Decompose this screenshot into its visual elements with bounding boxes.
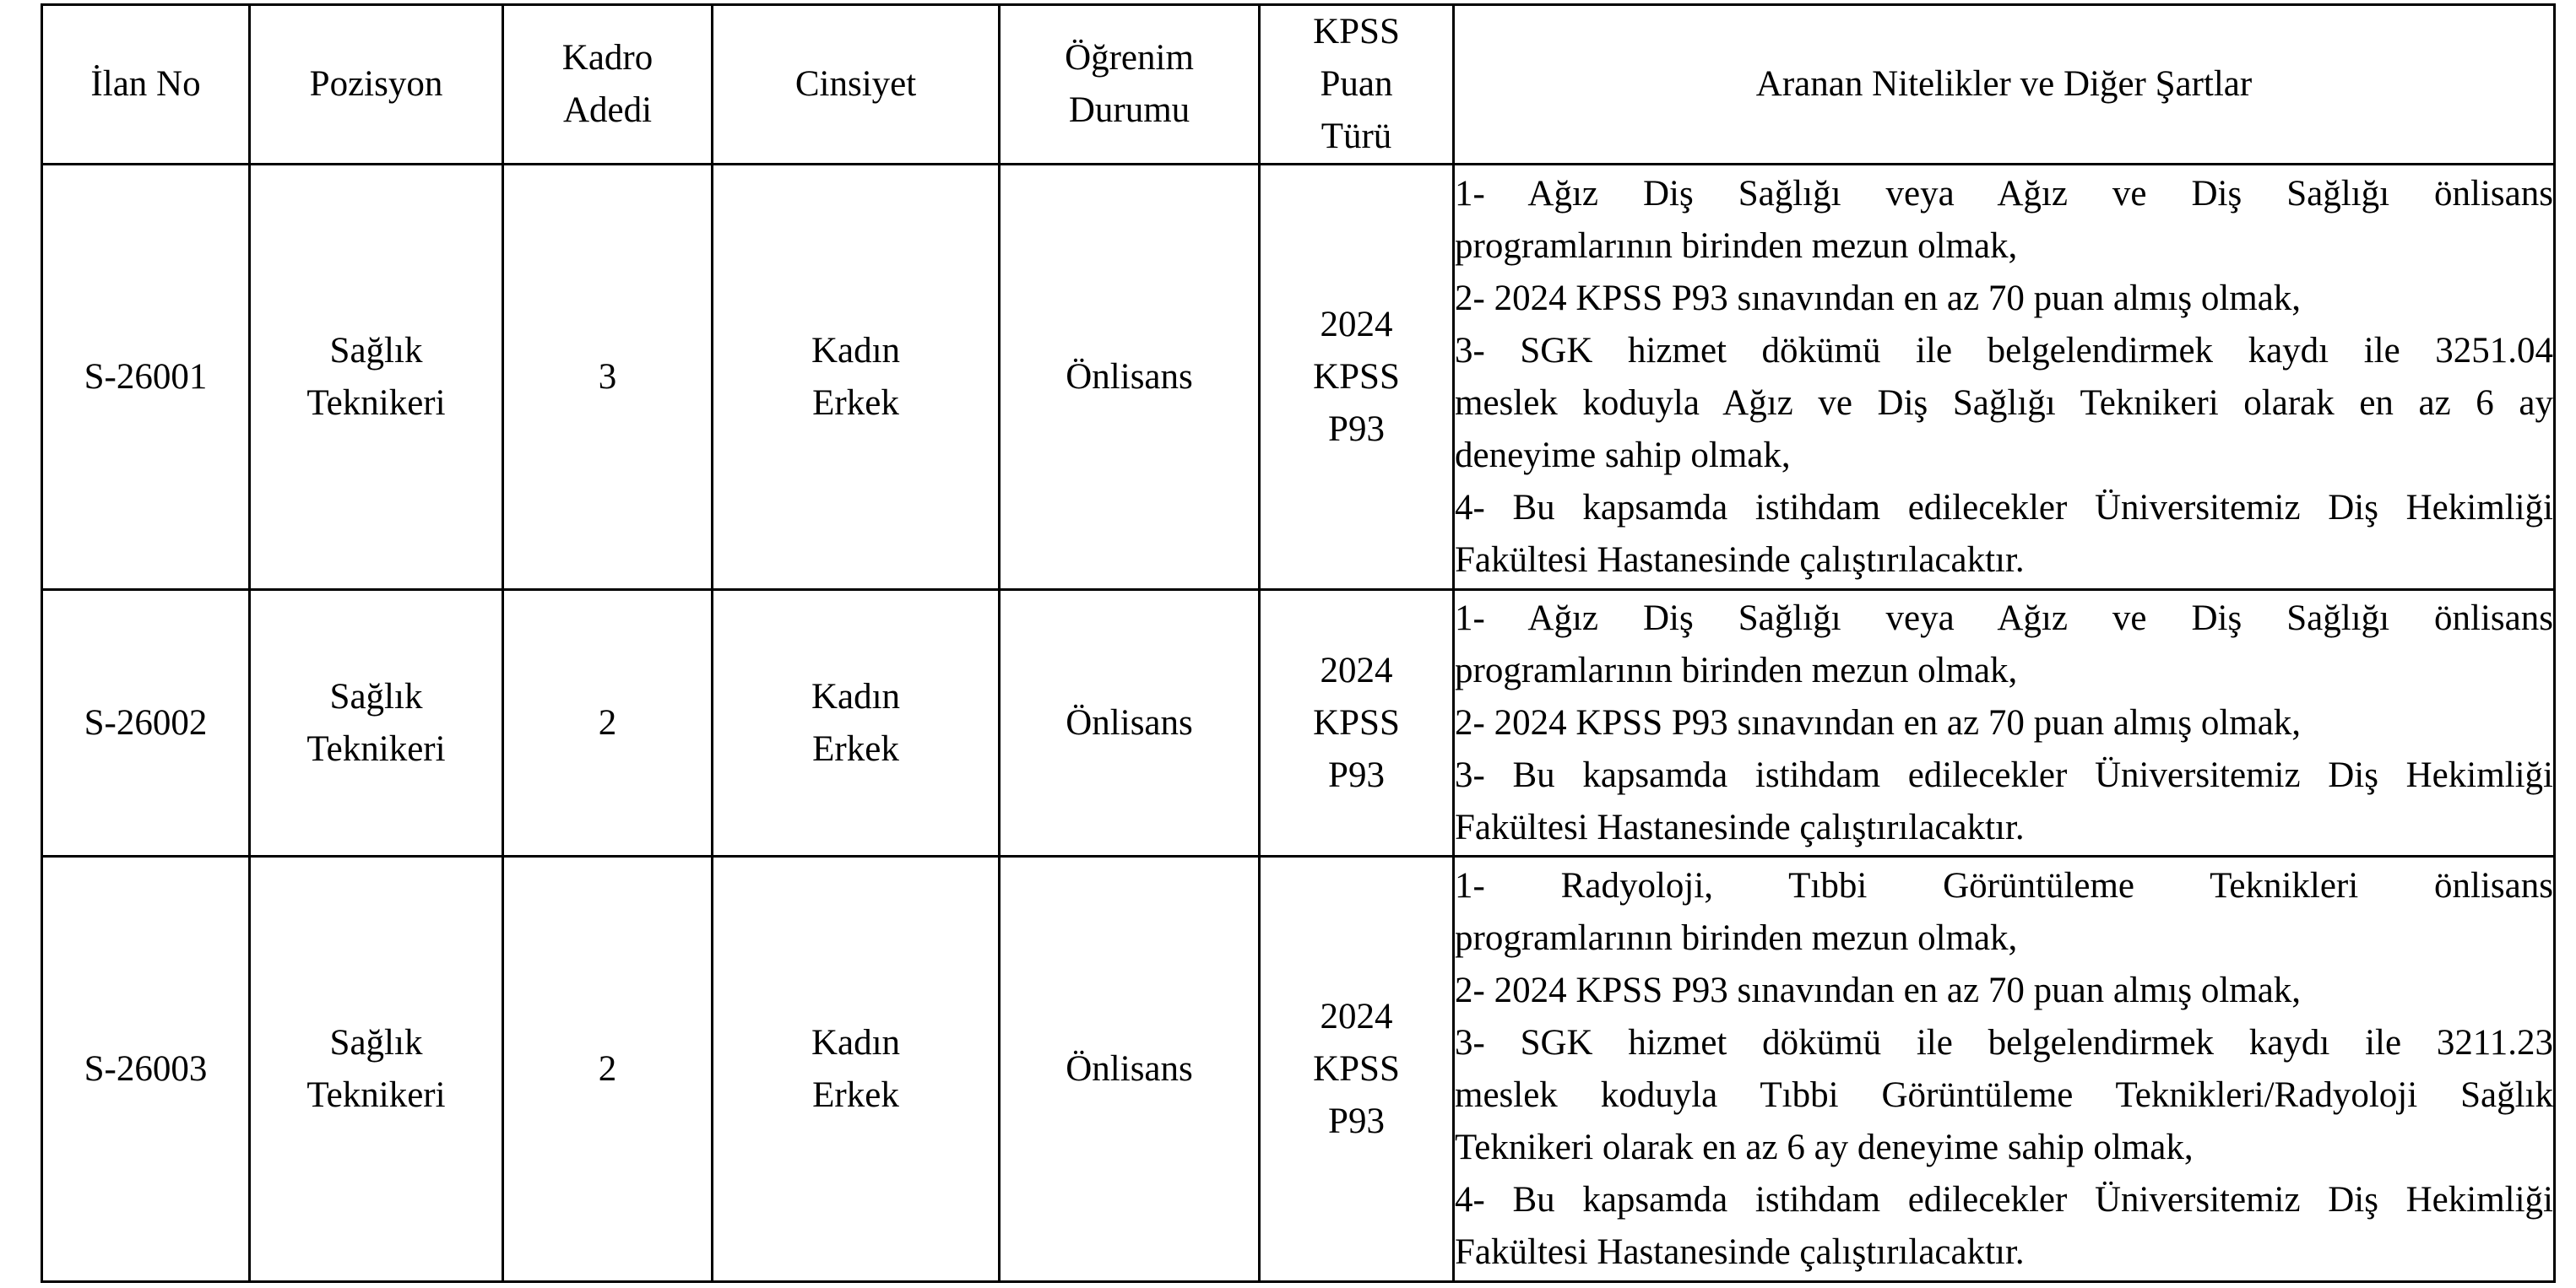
header-ilan-no: İlan No — [42, 5, 250, 165]
cell-requirements: 1- Ağız Diş Sağlığı veya Ağız ve Diş Sağlığı önlisans programlarının birinden mezun olmak, 2- 2024 KPSS P93 sınavından en az 70 puan almış olmak, 3- Bu kapsamda istihdam edilecekler Üniversitemiz Diş Hekimliği Fakültesi Hastanesinde çalıştırılacaktır. — [1454, 590, 2555, 857]
cell-kpss: 2024 KPSS P93 — [1260, 590, 1454, 857]
header-kpss-puan-turu: KPSS Puan Türü — [1260, 5, 1454, 165]
header-cinsiyet: Cinsiyet — [713, 5, 1000, 165]
table-header-row — [42, 5, 2555, 165]
cell-ogrenim-durumu: Önlisans — [1000, 165, 1260, 590]
table-row — [42, 590, 2555, 857]
cell-pozisyon: Sağlık Teknikeri — [250, 165, 503, 590]
cell-ilan-no: S-26003 — [42, 857, 250, 1282]
cell-ilan-no: S-26002 — [42, 590, 250, 857]
cell-cinsiyet: Kadın Erkek — [713, 590, 1000, 857]
table-row — [42, 165, 2555, 590]
cell-kadro-adedi: 2 — [503, 857, 713, 1282]
cell-kadro-adedi: 3 — [503, 165, 713, 590]
cell-ogrenim-durumu: Önlisans — [1000, 857, 1260, 1282]
table-row — [42, 857, 2555, 1282]
cell-requirements: 1- Ağız Diş Sağlığı veya Ağız ve Diş Sağlığı önlisans programlarının birinden mezun olmak, 2- 2024 KPSS P93 sınavından en az 70 puan almış olmak, 3- SGK hizmet dökümü ile belgelendirmek kaydı ile 3251.04 meslek koduyla Ağız ve Diş Sağlığı Teknikeri olarak en az 6 ay deneyime sahip olmak, 4- Bu kapsamda istihdam edilecekler Üniversitemiz Diş Hekimliği Fakültesi Hastanesinde çalıştırılacaktır. — [1454, 165, 2555, 590]
header-ogrenim-durumu: Öğrenim Durumu — [1000, 5, 1260, 165]
cell-ogrenim-durumu: Önlisans — [1000, 590, 1260, 857]
cell-kpss: 2024 KPSS P93 — [1260, 165, 1454, 590]
cell-cinsiyet: Kadın Erkek — [713, 165, 1000, 590]
cell-ilan-no: S-26001 — [42, 165, 250, 590]
cell-kadro-adedi: 2 — [503, 590, 713, 857]
cell-pozisyon: Sağlık Teknikeri — [250, 857, 503, 1282]
cell-kpss: 2024 KPSS P93 — [1260, 857, 1454, 1282]
cell-cinsiyet: Kadın Erkek — [713, 857, 1000, 1282]
header-kadro-adedi: Kadro Adedi — [503, 5, 713, 165]
cell-pozisyon: Sağlık Teknikeri — [250, 590, 503, 857]
header-pozisyon: Pozisyon — [250, 5, 503, 165]
job-listing-table — [41, 3, 2556, 1283]
header-aranan-nitelikler: Aranan Nitelikler ve Diğer Şartlar — [1454, 5, 2555, 165]
cell-requirements: 1- Radyoloji, Tıbbi Görüntüleme Teknikleri önlisans programlarının birinden mezun olmak, 2- 2024 KPSS P93 sınavından en az 70 puan almış olmak, 3- SGK hizmet dökümü ile belgelendirmek kaydı ile 3211.23 meslek koduyla Tıbbi Görüntüleme Teknikleri/Radyoloji Sağlık Teknikeri olarak en az 6 ay deneyime sahip olmak, 4- Bu kapsamda istihdam edilecekler Üniversitemiz Diş Hekimliği Fakültesi Hastanesinde çalıştırılacaktır. — [1454, 857, 2555, 1282]
